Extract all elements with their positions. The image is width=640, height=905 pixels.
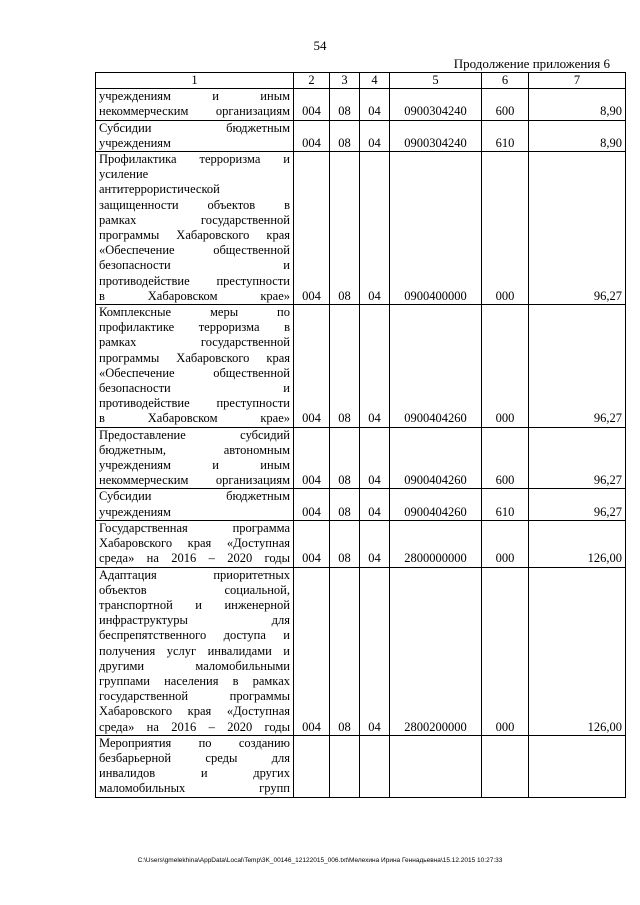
- row-name: [96, 567, 294, 735]
- cell-c5: 2800200000: [390, 567, 482, 735]
- row-name-line: учреждениям и иным: [99, 89, 290, 104]
- col-header-2: 2: [294, 73, 330, 89]
- cell-c5: 0900404260: [390, 427, 482, 489]
- col-header-3: 3: [330, 73, 360, 89]
- table-row: [96, 489, 626, 520]
- cell-c3: 08: [330, 305, 360, 428]
- continuation-label: Продолжение приложения 6: [453, 56, 610, 71]
- row-name-line: Комплексные меры по: [99, 305, 290, 320]
- col-header-5: 5: [390, 73, 482, 89]
- row-name-line: беспрепятственного доступа и: [99, 628, 290, 643]
- row-name-line: безопасности и: [99, 381, 290, 396]
- table-row: [96, 89, 626, 120]
- row-name-line: Субсидии бюджетным: [99, 120, 290, 135]
- cell-c2: 004: [294, 567, 330, 735]
- cell-c2: 004: [294, 489, 330, 520]
- row-name-line: бюджетным, автономным: [99, 442, 290, 457]
- cell-c6: 000: [482, 305, 529, 428]
- row-name-line: усиление: [99, 167, 149, 182]
- cell-c4: [360, 735, 390, 797]
- cell-c6: 000: [482, 152, 529, 305]
- row-name-line: «Обеспечение общественной: [99, 243, 290, 258]
- cell-c7: 96,27: [529, 152, 626, 305]
- footer-path: C:\Users\gmelekhina\AppData\Local\Temp\3K_00146_12122015_006.txt\Мелехина Ирина Геннадьевна\15.12.2015 10:27:33: [137, 857, 503, 864]
- table-row: [96, 120, 626, 151]
- cell-c4: 04: [360, 305, 390, 428]
- cell-c6: 600: [482, 427, 529, 489]
- cell-c2: 004: [294, 427, 330, 489]
- cell-c7: 8,90: [529, 120, 626, 151]
- cell-c2: 004: [294, 120, 330, 151]
- cell-c3: 08: [330, 89, 360, 120]
- cell-c2: 004: [294, 152, 330, 305]
- row-name-line: антитеррористической: [99, 182, 220, 197]
- cell-c3: 08: [330, 120, 360, 151]
- row-name-line: некоммерческим организациям: [99, 473, 290, 488]
- cell-c6: 610: [482, 120, 529, 151]
- row-name-line: учреждениям: [99, 135, 171, 150]
- cell-c7: 126,00: [529, 520, 626, 567]
- cell-c6: 000: [482, 567, 529, 735]
- cell-c7: [529, 735, 626, 797]
- cell-c5: [390, 735, 482, 797]
- cell-c4: 04: [360, 120, 390, 151]
- table-row: [96, 305, 626, 428]
- row-name-line: противодействие преступности: [99, 273, 290, 288]
- row-name: [96, 152, 294, 305]
- cell-c4: 04: [360, 89, 390, 120]
- row-name-line: Субсидии бюджетным: [99, 489, 290, 504]
- row-name-line: Хабаровского края «Доступная: [99, 536, 290, 551]
- row-name: [96, 305, 294, 428]
- cell-c7: 96,27: [529, 489, 626, 520]
- cell-c5: 0900304240: [390, 89, 482, 120]
- cell-c5: 0900400000: [390, 152, 482, 305]
- header-row: [96, 73, 626, 89]
- cell-c4: 04: [360, 489, 390, 520]
- row-name-line: рамках государственной: [99, 335, 290, 350]
- row-name-line: объектов социальной,: [99, 582, 290, 597]
- row-name-line: безбарьерной среды для: [99, 750, 290, 765]
- row-name-line: Профилактика терроризма и: [99, 152, 290, 167]
- row-name-line: рамках государственной: [99, 212, 290, 227]
- cell-c4: 04: [360, 520, 390, 567]
- cell-c5: 0900404260: [390, 489, 482, 520]
- row-name-line: Государственная программа: [99, 520, 290, 535]
- cell-c4: 04: [360, 152, 390, 305]
- row-name-line: учреждениям и иным: [99, 458, 290, 473]
- row-name-line: безопасности и: [99, 258, 290, 273]
- row-name-line: группами населения в рамках: [99, 673, 290, 688]
- row-name-line: получения услуг инвалидами и: [99, 643, 290, 658]
- col-header-1: 1: [96, 73, 294, 89]
- cell-c2: 004: [294, 89, 330, 120]
- row-name-line: инвалидов и других: [99, 766, 290, 781]
- table-row: [96, 427, 626, 489]
- cell-c5: 0900304240: [390, 120, 482, 151]
- row-name-line: в Хабаровском крае»: [99, 411, 290, 426]
- row-name-line: программы Хабаровского края: [99, 350, 290, 365]
- row-name-line: Адаптация приоритетных: [99, 567, 290, 582]
- cell-c4: 04: [360, 567, 390, 735]
- cell-c2: 004: [294, 520, 330, 567]
- cell-c2: 004: [294, 305, 330, 428]
- row-name-line: программы Хабаровского края: [99, 228, 290, 243]
- row-name-line: инфраструктуры для: [99, 613, 290, 628]
- col-header-4: 4: [360, 73, 390, 89]
- row-name-line: маломобильных групп: [99, 781, 290, 796]
- row-name-line: среда» на 2016 – 2020 годы: [99, 719, 290, 734]
- row-name: [96, 89, 294, 120]
- row-name-line: противодействие преступности: [99, 396, 290, 411]
- budget-table: [95, 72, 626, 798]
- cell-c7: 126,00: [529, 567, 626, 735]
- cell-c2: [294, 735, 330, 797]
- row-name-line: некоммерческим организациям: [99, 104, 290, 119]
- cell-c6: 600: [482, 89, 529, 120]
- cell-c4: 04: [360, 427, 390, 489]
- table-row: [96, 735, 626, 797]
- cell-c5: 2800000000: [390, 520, 482, 567]
- row-name: [96, 489, 294, 520]
- cell-c3: [330, 735, 360, 797]
- row-name-line: транспортной и инженерной: [99, 597, 290, 612]
- row-name-line: профилактике терроризма в: [99, 320, 290, 335]
- cell-c3: 08: [330, 427, 360, 489]
- row-name-line: защищенности объектов в: [99, 197, 290, 212]
- row-name: [96, 520, 294, 567]
- row-name-line: Предоставление субсидий: [99, 427, 290, 442]
- cell-c6: 610: [482, 489, 529, 520]
- cell-c6: 000: [482, 520, 529, 567]
- cell-c7: 96,27: [529, 305, 626, 428]
- row-name-line: другими маломобильными: [99, 658, 290, 673]
- page-number: 54: [313, 38, 327, 53]
- table-row: [96, 520, 626, 567]
- row-name-line: среда» на 2016 – 2020 годы: [99, 551, 290, 566]
- row-name: [96, 735, 294, 797]
- row-name-line: государственной программы: [99, 689, 290, 704]
- row-name-line: «Обеспечение общественной: [99, 365, 290, 380]
- table-row: [96, 567, 626, 735]
- row-name-line: Хабаровского края «Доступная: [99, 704, 290, 719]
- col-header-7: 7: [529, 73, 626, 89]
- row-name-line: учреждениям: [99, 504, 171, 519]
- cell-c3: 08: [330, 520, 360, 567]
- cell-c7: 96,27: [529, 427, 626, 489]
- row-name-line: Мероприятия по созданию: [99, 735, 290, 750]
- cell-c3: 08: [330, 567, 360, 735]
- cell-c6: [482, 735, 529, 797]
- row-name-line: в Хабаровском крае»: [99, 288, 290, 303]
- row-name: [96, 427, 294, 489]
- col-header-6: 6: [482, 73, 529, 89]
- row-name: [96, 120, 294, 151]
- table-row: [96, 152, 626, 305]
- cell-c5: 0900404260: [390, 305, 482, 428]
- cell-c3: 08: [330, 152, 360, 305]
- cell-c3: 08: [330, 489, 360, 520]
- cell-c7: 8,90: [529, 89, 626, 120]
